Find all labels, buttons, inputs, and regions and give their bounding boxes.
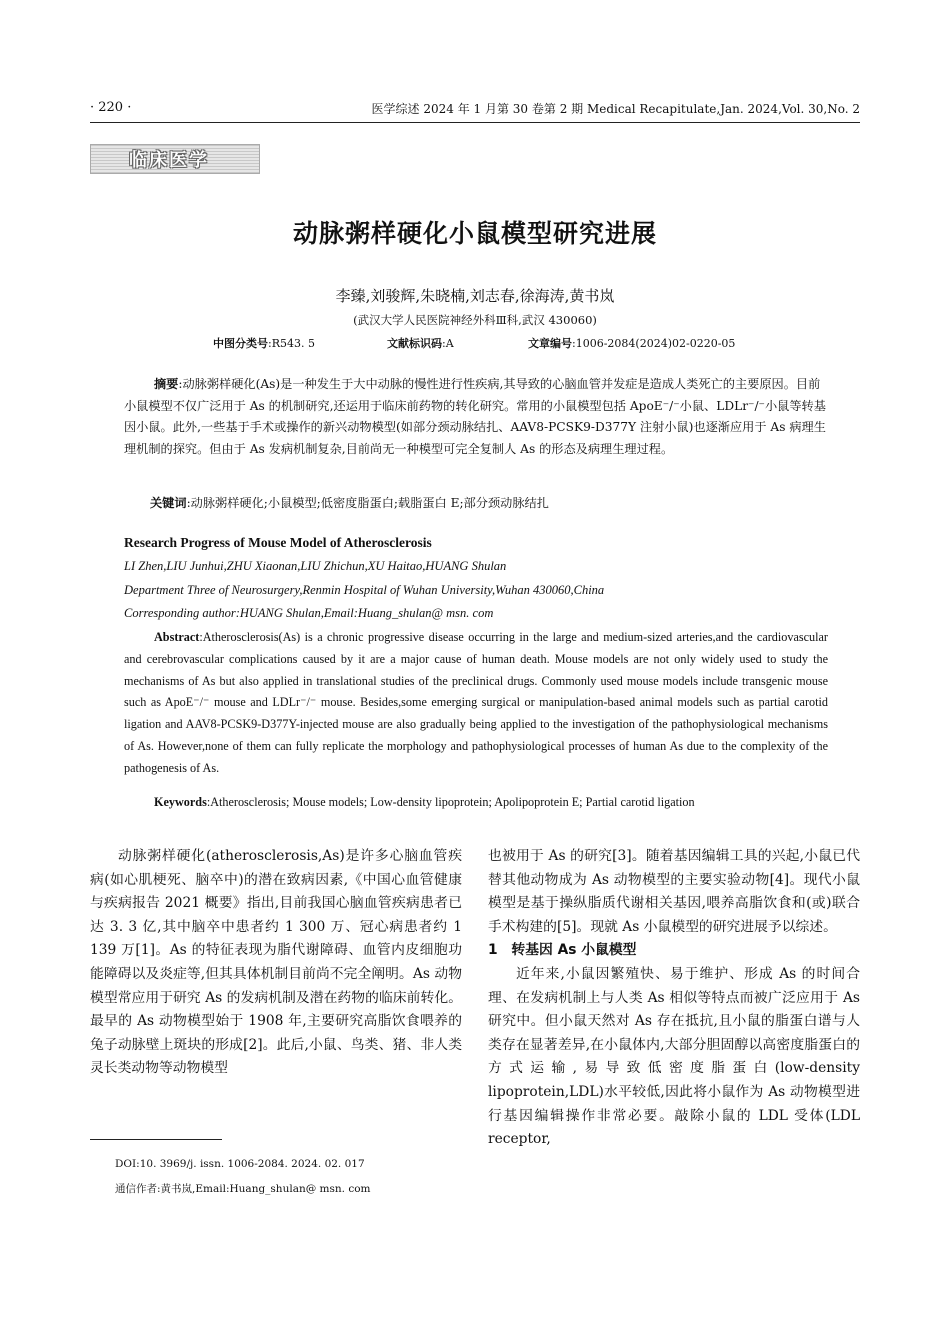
clc-value: :R543. 5	[268, 337, 315, 350]
header-rule	[90, 122, 860, 123]
corresponding-author: Corresponding author:HUANG Shulan,Email:Huang_shulan@ msn. com	[124, 606, 494, 620]
doc-label: 文献标识码	[387, 337, 442, 350]
cn-keywords-text: :动脉粥样硬化;小鼠模型;低密度脂蛋白;载脂蛋白 E;部分颈动脉结扎	[186, 496, 549, 510]
english-affiliation: Department Three of Neurosurgery,Renmin Hospital of Wuhan University,Wuhan 430060,China	[124, 583, 605, 597]
chinese-keywords	[150, 494, 549, 511]
affiliation: (武汉大学人民医院神经外科Ⅲ科,武汉 430060)	[353, 313, 597, 327]
section-label: 临床医学	[129, 150, 209, 171]
document-code	[387, 335, 454, 351]
english-abstract	[124, 627, 828, 780]
body-right-column	[488, 845, 860, 1152]
section-banner	[90, 144, 260, 174]
article-number	[528, 335, 735, 351]
cn-abstract-label: 摘要	[154, 377, 179, 391]
english-authors: LI Zhen,LIU Junhui,ZHU Xiaonan,LIU Zhichun,XU Haitao,HUANG Shulan	[124, 559, 507, 573]
journal-info: 医学综述 2024 年 1 月第 30 卷第 2 期 Medical Recapitulate,Jan. 2024,Vol. 30,No. 2	[371, 102, 860, 116]
en-abstract-text: :Atherosclerosis(As) is a chronic progressive disease occurring in the large and medium-sized arteries,and the cardiovascular and cerebrovascular complications caused by it are a major cause of human death. Mouse models are not only widely used to study the mechanisms of As but also applied in translational studies of the preclinical drugs. Commonly used mouse models include transgenic mouse such as ApoE⁻/⁻ mouse and LDLr⁻/⁻ mouse. Besides,some emerging surgical or manipulation-based animal models such as partial carotid ligation and AAV8-PCSK9-D377Y-injected mouse are also gradually being applied to the investigation of the pathophysiological mechanisms of As. However,none of them can fully replicate the morphology and pathophysiological processes of human As due to the complexity of the pathogenesis of As.	[124, 630, 828, 775]
page-number: · 220 ·	[90, 100, 132, 115]
body-paragraph: 动脉粥样硬化(atherosclerosis,As)是许多心脑血管疾病(如心肌梗死、脑卒中)的潜在致病因素,《中国心血管健康与疾病报告 2021 概要》指出,目前我国心脑血管疾病患者已达 3. 3 亿,其中脑卒中患者约 1 300 万、冠心病患者约 1 139 万[1]。As 的特征表现为脂代谢障碍、血管内皮细胞功能障碍以及炎症等,但其具体机制目前尚不完全阐明。As 动物模型常应用于研究 As 的发病机制及潜在药物的临床前转化。最早的 As 动物模型始于 1908 年,主要研究高脂饮食喂养的兔子动脉壁上斑块的形成[2]。此后,小鼠、鸟类、猪、非人类灵长类动物等动物模型	[90, 848, 462, 1077]
footnote-correspondence: 通信作者:黄书岚,Email:Huang_shulan@ msn. com	[115, 1183, 371, 1195]
body-paragraph: 也被用于 As 的研究[3]。随着基因编辑工具的兴起,小鼠已代替其他动物成为 As 动物模型的主要实验动物[4]。现代小鼠模型是基于操纵脂质代谢相关基因,喂养高脂饮食和(或)联合手术构建的[5]。现就 As 小鼠模型的研究进展予以综述。	[488, 848, 860, 935]
footnote-rule	[90, 1139, 222, 1140]
en-keywords-label: Keywords	[154, 795, 207, 809]
cn-abstract-text: :动脉粥样硬化(As)是一种发生于大中动脉的慢性进行性疾病,其导致的心脑血管并发症是造成人类死亡的主要原因。目前小鼠模型不仅广泛用于 As 的机制研究,还运用于临床前药物的转化研究。常用的小鼠模型包括 ApoE⁻/⁻小鼠、LDLr⁻/⁻小鼠等转基因小鼠。此外,一些基于手术或操作的新兴动物模型(如部分颈动脉结扎、AAV8-PCSK9-D377Y 注射小鼠)也逐渐应用于 As 病理生理机制的探究。但由于 As 发病机制复杂,目前尚无一种模型可完全复制人 As 的形态及病理生理过程。	[124, 377, 826, 456]
section-heading: 1 转基因 As 小鼠模型	[488, 942, 637, 959]
english-title: Research Progress of Mouse Model of Atherosclerosis	[124, 535, 432, 550]
authors: 李臻,刘骏辉,朱晓楠,刘志春,徐海涛,黄书岚	[335, 287, 615, 305]
body-paragraph: 近年来,小鼠因繁殖快、易于维护、形成 As 的时间合理、在发病机制上与人类 As 相似等特点而被广泛应用于 As 研究中。但小鼠天然对 As 存在抵抗,且小鼠的脂蛋白谱与人类存在显著差异,在小鼠体内,大部分胆固醇以高密度脂蛋白的方式运输,易导致低密度脂蛋白(low-density lipoprotein,LDL)水平较低,因此将小鼠作为 As 动物模型进行基因编辑操作非常必要。敲除小鼠的 LDL 受体(LDL receptor,	[488, 965, 860, 1148]
clc-label: 中图分类号	[213, 337, 268, 350]
body-left-column	[90, 845, 462, 1081]
english-keywords	[154, 795, 695, 810]
footnote-doi: DOI:10. 3969/j. issn. 1006-2084. 2024. 02. 017	[115, 1158, 365, 1170]
doc-value: :A	[442, 337, 454, 350]
article-value: :1006-2084(2024)02-0220-05	[572, 337, 736, 350]
cn-keywords-label: 关键词	[150, 496, 187, 510]
en-keywords-text: :Atherosclerosis; Mouse models; Low-density lipoprotein; Apolipoprotein E; Partial carotid ligation	[206, 795, 695, 809]
chinese-abstract	[124, 374, 832, 460]
article-title: 动脉粥样硬化小鼠模型研究进展	[292, 219, 657, 248]
en-abstract-label: Abstract	[154, 630, 200, 644]
article-label: 文章编号	[528, 337, 572, 350]
clc-number	[213, 335, 315, 351]
